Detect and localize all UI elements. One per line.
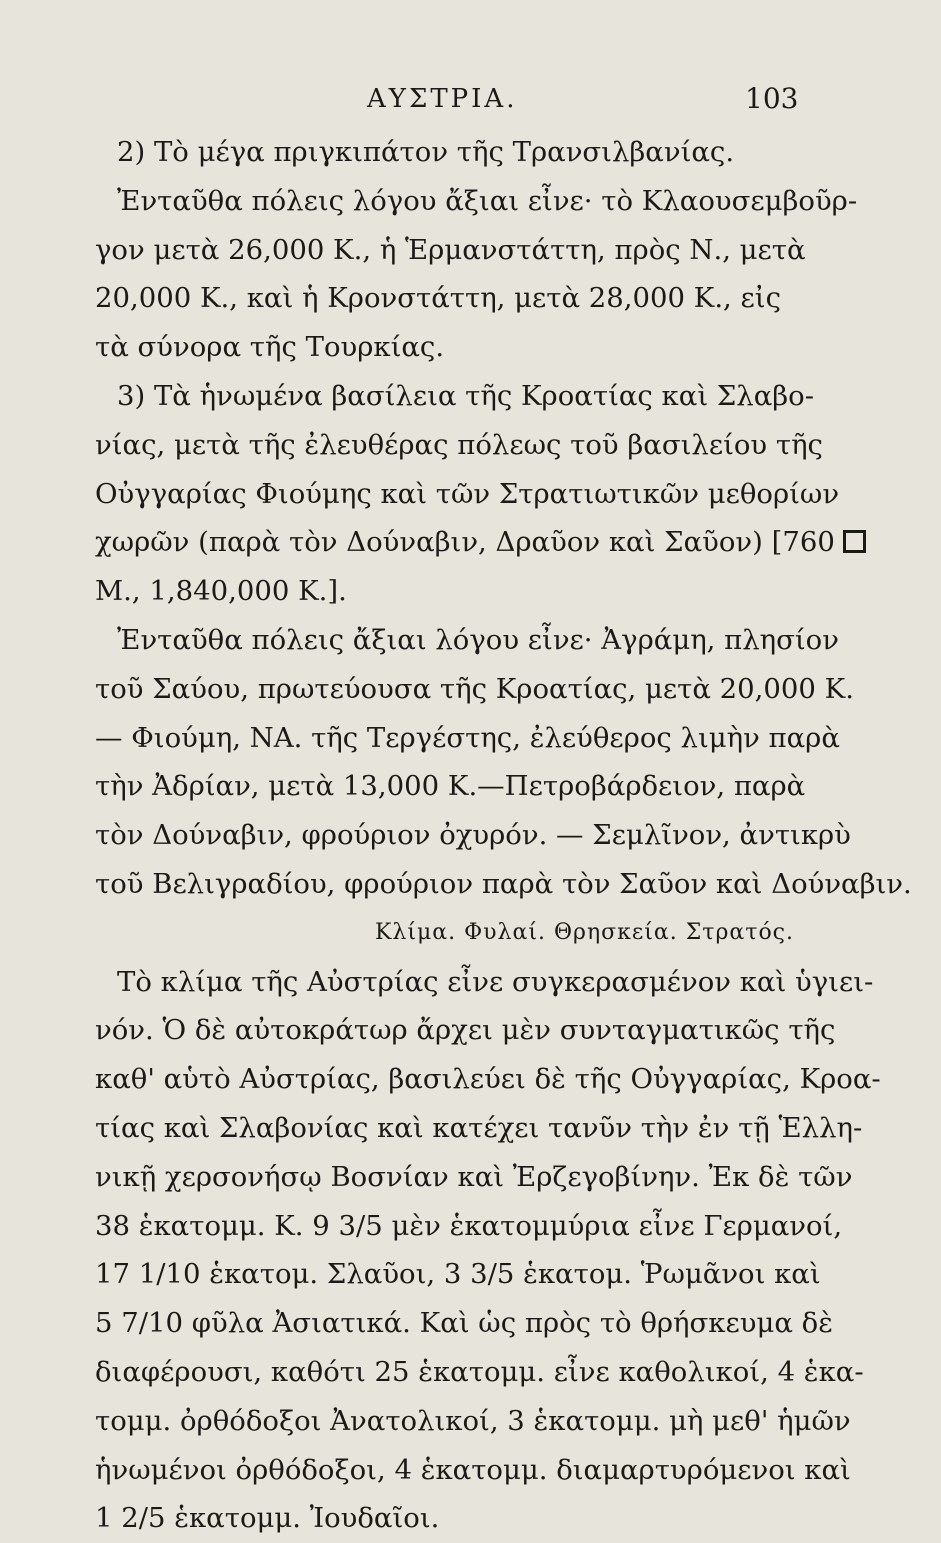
text-line: Μ., 1,840,000 Κ.]. — [95, 575, 347, 608]
text-line: τοῦ Σαύου, πρωτεύουσα τῆς Κροατίας, μετὰ 20,000 Κ. — [95, 672, 854, 705]
section-caption: Κλίμα. Φυλαί. Θρησκεία. Στρατός. — [375, 919, 794, 945]
text-line: 38 ἑκατομμ. Κ. 9 3/5 μὲν ἑκατομμύρια εἶνε Γερμανοί, — [95, 1209, 843, 1242]
page-header — [0, 84, 941, 124]
body-text — [95, 128, 912, 1543]
text-line: 3) Τὰ ἡνωμένα βασίλεια τῆς Κροατίας καὶ Σλαβο- — [117, 379, 815, 412]
text-line: καθ' αὑτὸ Αὐστρίας, βασιλεύει δὲ τῆς Οὐγγαρίας, Κροα- — [95, 1063, 881, 1096]
text-line: Οὐγγαρίας Φιούμης καὶ τῶν Στρατιωτικῶν μεθορίων — [95, 477, 840, 510]
text-line: τοῦ Βελιγραδίου, φρούριον παρὰ τὸν Σαῦον καὶ Δούναβιν. — [95, 867, 912, 900]
text-line: τὴν Ἀδρίαν, μετὰ 13,000 Κ.—Πετροβάρδειον, παρὰ — [95, 770, 806, 803]
text-line: τίας καὶ Σλαβονίας καὶ κατέχει τανῦν τὴν ἐν τῇ Ἑλλη- — [95, 1111, 863, 1144]
square-mile-symbol-icon — [843, 530, 866, 553]
text-line: γον μετὰ 26,000 Κ., ἡ Ἑρμανστάττη, πρὸς Ν., μετὰ — [95, 233, 806, 266]
text-line: 20,000 Κ., καὶ ἡ Κρονστάττη, μετὰ 28,000 Κ., εἰς — [95, 282, 781, 315]
text-line: 17 1/10 ἑκατομ. Σλαῦοι, 3 3/5 ἑκατομ. Ῥωμᾶνοι καὶ — [95, 1258, 821, 1291]
text-line: ἡνωμένοι ὀρθόδοξοι, 4 ἑκατομμ. διαμαρτυρόμενοι καὶ — [95, 1453, 851, 1486]
text-line: χωρῶν (παρὰ τὸν Δούναβιν, Δραῦον καὶ Σαῦον) [760 — [95, 526, 835, 559]
text-line: νόν. Ὁ δὲ αὐτοκράτωρ ἄρχει μὲν συνταγματικῶς τῆς — [95, 1014, 836, 1047]
running-title: ΑΥΣΤΡΙΑ. — [367, 84, 518, 114]
text-line: τὰ σύνορα τῆς Τουρκίας. — [95, 331, 445, 364]
text-line: νίας, μετὰ τῆς ἐλευθέρας πόλεως τοῦ βασιλείου τῆς — [95, 428, 823, 461]
text-line: Ἐνταῦθα πόλεις λόγου ἄξιαι εἶνε· τὸ Κλαουσεμβοῦρ- — [117, 184, 858, 217]
text-line-with-symbol — [95, 518, 835, 567]
page-number: 103 — [745, 82, 799, 115]
text-line: διαφέρουσι, καθότι 25 ἑκατομμ. εἶνε καθολικοί, 4 ἑκα- — [95, 1355, 864, 1388]
text-line: Τὸ κλίμα τῆς Αὐστρίας εἶνε συγκερασμένον καὶ ὑγιει- — [117, 965, 874, 998]
text-line: τὸν Δούναβιν, φρούριον ὀχυρόν. — Σεμλῖνον, ἀντικρὺ — [95, 819, 851, 852]
text-line: 1 2/5 ἑκατομμ. Ἰουδαῖοι. — [95, 1502, 440, 1535]
text-line: — Φιούμη, ΝΑ. τῆς Τεργέστης, ἐλεύθερος λιμὴν παρὰ — [95, 721, 840, 754]
text-line: 5 7/10 φῦλα Ἀσιατικά. Καὶ ὡς πρὸς τὸ θρήσκευμα δὲ — [95, 1307, 833, 1340]
text-line: τομμ. ὀρθόδοξοι Ἀνατολικοί, 3 ἑκατομμ. μὴ μεθ' ἡμῶν — [95, 1404, 851, 1437]
text-line: Ἐνταῦθα πόλεις ἄξιαι λόγου εἶνε· Ἀγράμη, πλησίον — [117, 623, 839, 656]
text-line: νικῇ χερσονήσῳ Βοσνίαν καὶ Ἐρζεγοβίνην. Ἐκ δὲ τῶν — [95, 1160, 853, 1193]
text-line: 2) Τὸ μέγα πριγκιπάτον τῆς Τρανσιλβανίας. — [117, 136, 735, 168]
